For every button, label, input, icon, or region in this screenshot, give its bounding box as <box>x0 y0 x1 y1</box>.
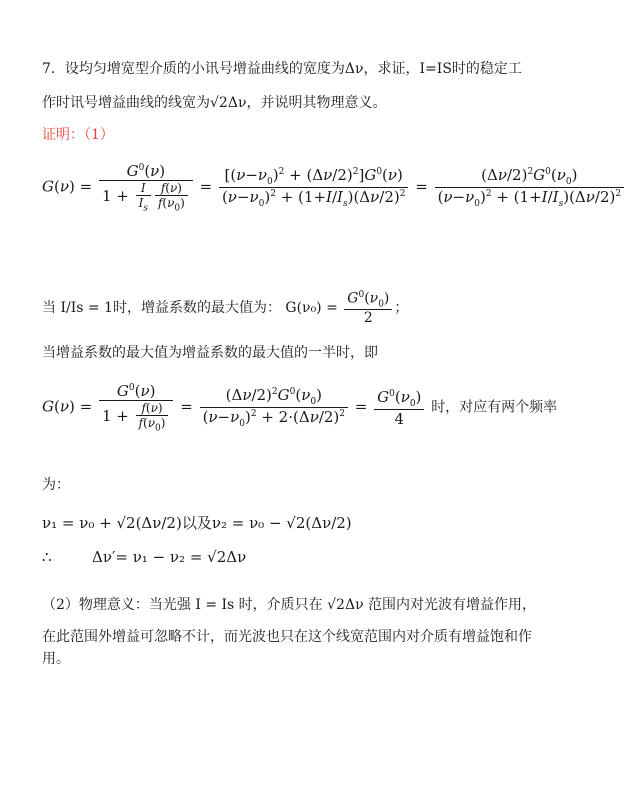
physics-line-2: 在此范围外增益可忽略不计，而光波也只在这个线宽范围内对介质有增益饱和作 <box>42 629 532 645</box>
equation-3: G(ν) = $G^0(\nu)$ 1 + $\frac{f(\nu)}{f(\nu_0)}$ = $\frac{(\Delta\nu/2)^2G^0(\nu_0)}{(\nu-\nu_0)^2 + 2\cdot(\Delta\nu/2)^2}$ = $\frac{G^0(\nu_0)}{4}$ 时，对应有两个频率 <box>42 382 558 434</box>
max-gain-line: 当 I/Is = 1时，增益系数的最大值为： G(ν₀) = $\frac{G^0(\nu_0)}{2}$ ； <box>42 290 409 327</box>
delta-nu-result: Δν′= ν₁ − ν₂ = √2Δν <box>92 548 247 566</box>
physics-line-1: （2）物理意义：当光强 I = Is 时，介质只在 √2Δν 范围内对光波有增益作用， <box>42 597 537 613</box>
G-nu0-label: G(ν₀) = <box>285 300 338 317</box>
nu1-nu2-line: ν₁ = ν₀ + √2(Δν/2)以及ν₂ = ν₀ − √2(Δν/2) <box>42 514 352 532</box>
equation-1: G(ν) = $G^0(\nu)$ 1 + $\frac{I}{I_s}$ $\frac{f(\nu)}{f(\nu_0)}$ = $\frac{[(\nu-\nu_0)^2 + (\Delta\nu/2)^2]G^0(\nu)}{(\nu-\nu_0)^2 + (1+I/I_s)(\Delta\nu/2)^2}$ = $\frac{(\Delta\nu/2)^2G^0(\nu_0)}{(\nu-\nu_0)^2 + (1+I/I_s)(\Delta\nu/2)^2}$ <box>42 162 626 213</box>
wei-line: 为： <box>42 477 70 493</box>
proof-label: 证明：（1） <box>42 127 114 143</box>
half-max-line: 当增益系数的最大值为增益系数的最大值的一半时，即 <box>42 345 378 361</box>
problem-line-2: 作时讯号增益曲线的线宽为√2Δν，并说明其物理意义。 <box>42 95 387 111</box>
problem-line-1: 7．设均匀增宽型介质的小讯号增益曲线的宽度为Δν，求证，I=IS时的稳定工 <box>42 61 522 77</box>
max-gain-text: 当 I/Is = 1时，增益系数的最大值为： <box>42 300 281 317</box>
two-freq-text: 时，对应有两个频率 <box>431 399 558 416</box>
physics-line-3: 用。 <box>42 651 70 667</box>
therefore-symbol: ∴ <box>42 548 52 566</box>
